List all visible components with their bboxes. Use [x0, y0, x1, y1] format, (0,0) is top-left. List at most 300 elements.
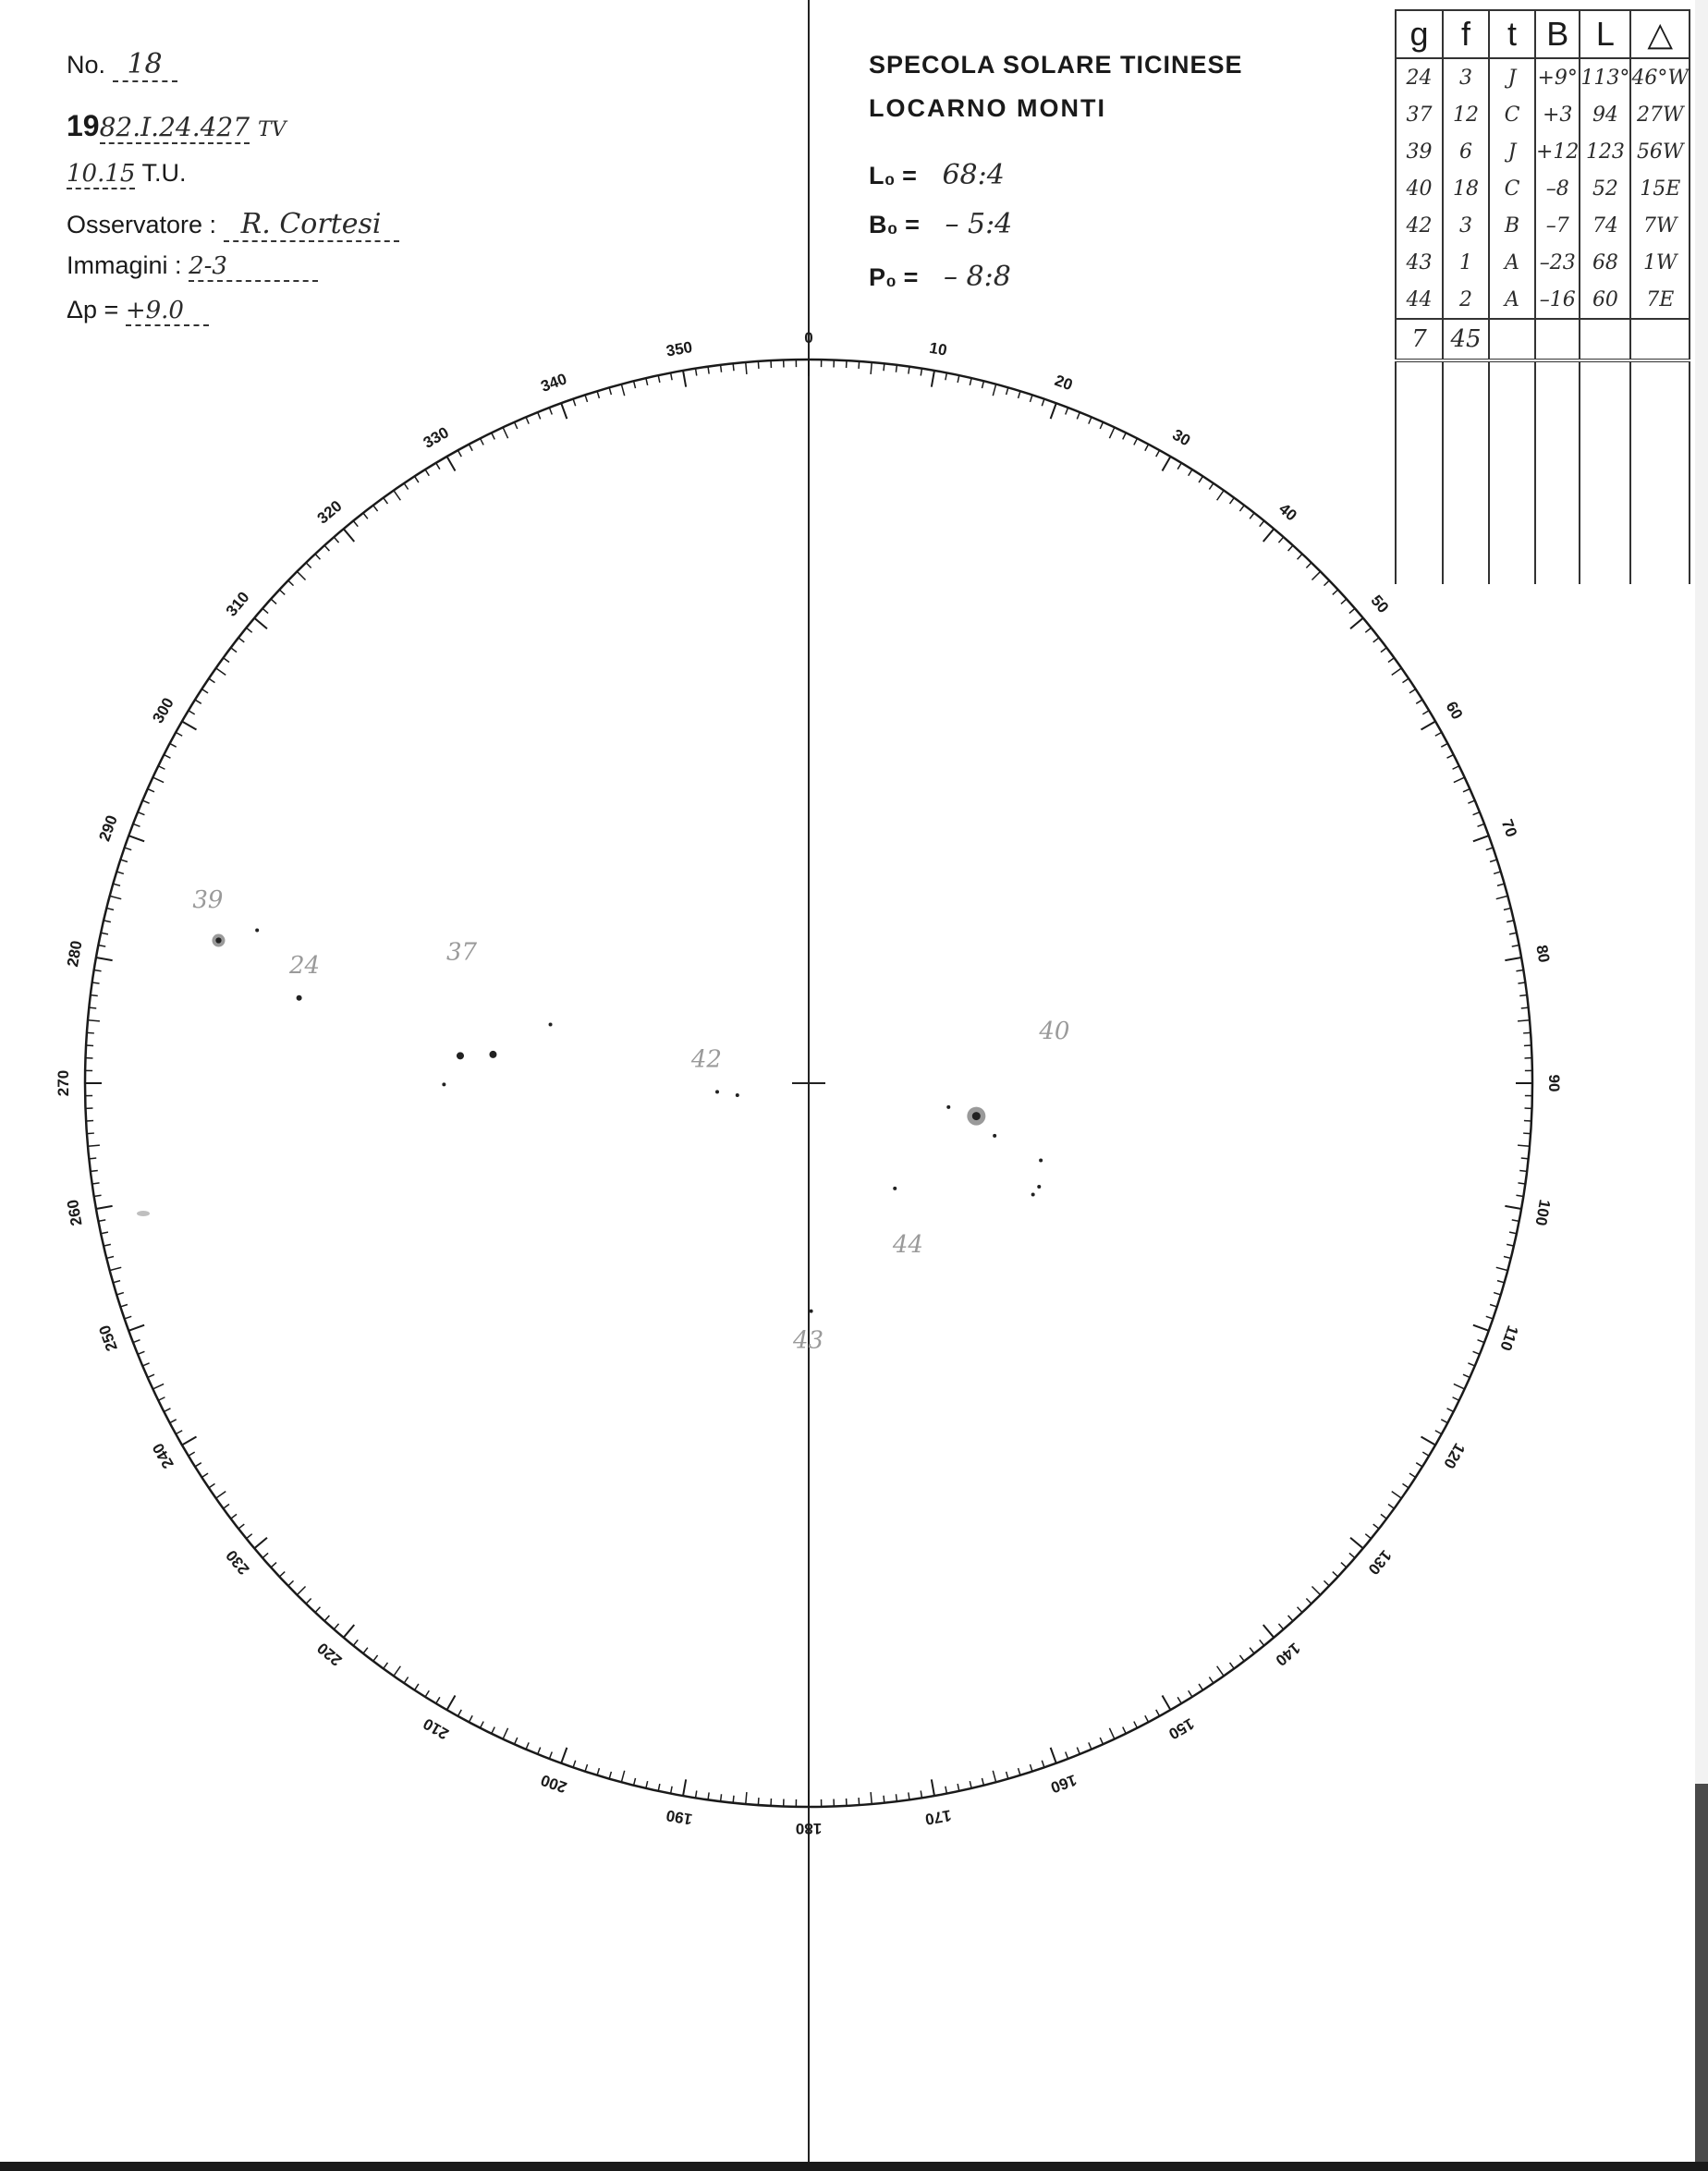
degree-tick: [1507, 921, 1514, 922]
degree-tick: [306, 563, 311, 568]
degree-label: 320: [313, 496, 346, 528]
degree-tick: [1030, 1764, 1031, 1772]
degree-tick: [658, 1784, 660, 1791]
degree-label: 110: [1496, 1323, 1522, 1353]
degree-tick: [1306, 563, 1312, 568]
header-g: g: [1396, 10, 1443, 58]
sunspot: [489, 1051, 496, 1058]
degree-tick: [1373, 1524, 1379, 1529]
degree-label: 350: [665, 337, 694, 360]
degree-tick: [1373, 638, 1379, 642]
date-note: TV: [257, 118, 287, 141]
group-label: 42: [690, 1045, 722, 1074]
degree-tick: [503, 1728, 507, 1739]
delta-p-label: Δp =: [67, 296, 119, 323]
table-cell: 56W: [1630, 133, 1690, 170]
degree-tick: [1263, 529, 1275, 542]
degree-tick: [195, 700, 201, 703]
degree-tick: [1349, 1553, 1355, 1557]
degree-tick: [133, 823, 140, 826]
degree-tick: [671, 372, 673, 380]
total-cell: 7: [1396, 319, 1443, 360]
degree-tick: [1324, 580, 1329, 586]
degree-tick: [549, 408, 552, 414]
time-label: T.U.: [141, 159, 187, 187]
table-cell: 12: [1443, 96, 1489, 133]
table-cell: 44: [1396, 281, 1443, 319]
degree-tick: [1350, 618, 1363, 629]
degree-label: 260: [63, 1198, 86, 1227]
degree-label: 90: [1545, 1074, 1563, 1092]
number-label: No.: [67, 51, 106, 79]
degree-tick: [1381, 1514, 1386, 1518]
degree-tick: [288, 580, 294, 586]
degree-tick: [1509, 933, 1517, 934]
degree-tick: [561, 1748, 567, 1763]
degree-tick: [262, 1553, 268, 1557]
p0-value: – 8:8: [943, 261, 1011, 293]
degree-tick: [538, 1748, 541, 1754]
degree-tick: [148, 1374, 154, 1377]
degree-tick: [1421, 722, 1436, 730]
p0-label: P₀ =: [869, 263, 919, 291]
degree-tick: [104, 921, 111, 922]
degree-tick: [1518, 1145, 1530, 1146]
degree-tick: [88, 1145, 100, 1146]
degree-tick: [1454, 1384, 1465, 1388]
table-cell: 43: [1396, 244, 1443, 281]
scan-edge-right-dark: [1695, 1784, 1708, 2171]
table-cell: A: [1489, 281, 1535, 319]
degree-tick: [1109, 1728, 1114, 1739]
degree-tick: [1473, 1325, 1489, 1331]
degree-tick: [932, 371, 934, 387]
degree-tick: [324, 1616, 329, 1621]
degree-tick: [1051, 1748, 1056, 1763]
degree-tick: [101, 933, 108, 934]
degree-label: 40: [1275, 499, 1300, 525]
degree-tick: [1239, 506, 1244, 511]
table-cell: 40: [1396, 170, 1443, 207]
degree-tick: [1473, 1351, 1480, 1354]
degree-tick: [1019, 391, 1020, 398]
degree-tick: [1504, 909, 1511, 910]
b0-value: – 5:4: [945, 208, 1013, 240]
degree-tick: [1260, 520, 1264, 526]
degree-tick: [98, 945, 105, 947]
degree-tick: [946, 1787, 947, 1794]
degree-tick: [152, 777, 164, 782]
degree-tick: [87, 1133, 94, 1134]
degree-tick: [993, 384, 995, 396]
degree-tick: [1250, 513, 1254, 518]
degree-tick: [334, 537, 338, 543]
table-cell: A: [1489, 244, 1535, 281]
degree-tick: [1505, 1206, 1521, 1209]
sunspot: [736, 1093, 739, 1097]
degree-label: 310: [222, 588, 253, 620]
degree-tick: [1523, 1133, 1531, 1134]
degree-tick: [1263, 1625, 1275, 1638]
degree-tick: [101, 1232, 108, 1234]
degree-tick: [148, 789, 154, 792]
degree-tick: [189, 1452, 195, 1456]
degree-tick: [216, 668, 226, 675]
degree-tick: [1490, 860, 1497, 861]
degree-tick: [128, 835, 144, 841]
sunspot: [215, 937, 221, 943]
degree-label: 180: [795, 1820, 823, 1837]
degree-tick: [1298, 1607, 1302, 1613]
degree-tick: [671, 1787, 673, 1794]
degree-label: 20: [1052, 371, 1075, 395]
degree-tick: [503, 427, 507, 438]
degree-tick: [116, 872, 124, 873]
degree-tick: [1349, 608, 1355, 613]
degree-tick: [315, 1607, 320, 1613]
degree-tick: [1507, 1244, 1514, 1246]
degree-label: 190: [665, 1806, 694, 1829]
degree-tick: [746, 1792, 747, 1804]
table-cell: 3: [1443, 207, 1489, 244]
degree-tick: [634, 1778, 636, 1786]
degree-tick: [683, 1779, 686, 1796]
degree-tick: [1341, 1563, 1347, 1567]
degree-tick: [384, 498, 388, 504]
table-cell: 27W: [1630, 96, 1690, 133]
table-cell: 60: [1580, 281, 1630, 319]
degree-tick: [708, 1792, 709, 1799]
degree-tick: [1516, 970, 1523, 971]
sunspot: [946, 1105, 950, 1109]
degree-tick: [120, 860, 128, 861]
header-b: B: [1535, 10, 1580, 58]
degree-tick: [142, 800, 149, 803]
degree-label: 100: [1531, 1198, 1555, 1227]
sunspot: [297, 995, 302, 1001]
degree-tick: [94, 1195, 102, 1196]
table-cell: 113°: [1580, 58, 1630, 96]
degree-tick: [120, 1304, 128, 1306]
degree-tick: [334, 1624, 338, 1629]
degree-tick: [1416, 1463, 1422, 1467]
table-cell: +3: [1535, 96, 1580, 133]
degree-tick: [896, 365, 897, 372]
l0-value: 68:4: [942, 159, 1005, 191]
degree-tick: [113, 884, 120, 885]
degree-tick: [262, 608, 268, 613]
degree-tick: [201, 689, 208, 693]
degree-tick: [1421, 1437, 1436, 1445]
degree-tick: [1519, 995, 1527, 996]
degree-tick: [1478, 1340, 1484, 1343]
degree-tick: [1463, 789, 1470, 792]
table-cell: 94: [1580, 96, 1630, 133]
degree-tick: [176, 732, 182, 736]
header-t: t: [1489, 10, 1535, 58]
degree-tick: [1422, 711, 1429, 714]
degree-tick: [1473, 835, 1489, 841]
degree-tick: [1298, 554, 1302, 559]
degree-tick: [1365, 1534, 1371, 1539]
degree-tick: [164, 755, 170, 759]
degree-tick: [859, 1798, 860, 1805]
sunspot: [993, 1134, 996, 1138]
degree-label: 30: [1169, 425, 1194, 450]
degree-tick: [683, 371, 686, 387]
degree-tick: [1288, 1616, 1293, 1621]
observer-value: R. Cortesi: [224, 208, 399, 242]
degree-tick: [597, 1768, 599, 1775]
table-cell: 37: [1396, 96, 1443, 133]
degree-tick: [1189, 1690, 1192, 1697]
degree-tick: [128, 1325, 144, 1331]
degree-tick: [297, 571, 305, 579]
degree-tick: [1416, 700, 1422, 703]
degree-tick: [89, 1158, 96, 1159]
degree-tick: [404, 1677, 408, 1684]
degree-tick: [1435, 1431, 1442, 1434]
degree-tick: [238, 1524, 244, 1529]
degree-tick: [1521, 1158, 1529, 1159]
degree-tick: [88, 1020, 100, 1021]
degree-tick: [1134, 438, 1138, 445]
degree-tick: [363, 513, 368, 518]
degree-tick: [1504, 1256, 1511, 1258]
table-cell: 42: [1396, 207, 1443, 244]
degree-tick: [458, 450, 461, 457]
group-label: 37: [445, 938, 478, 967]
degree-tick: [1494, 872, 1501, 873]
degree-tick: [1109, 427, 1114, 438]
degree-tick: [1392, 668, 1402, 675]
degree-label: 240: [149, 1440, 177, 1472]
table-cell: 24: [1396, 58, 1443, 96]
degree-tick: [481, 438, 484, 445]
degree-tick: [1278, 1624, 1283, 1629]
degree-tick: [447, 457, 456, 471]
degree-tick: [87, 1032, 94, 1033]
degree-label: 200: [538, 1771, 569, 1797]
degree-tick: [1409, 1473, 1416, 1477]
degree-tick: [993, 1771, 995, 1783]
degree-tick: [1217, 491, 1224, 501]
table-cell: 39: [1396, 133, 1443, 170]
table-cell: 7W: [1630, 207, 1690, 244]
degree-tick: [1145, 445, 1149, 451]
degree-tick: [646, 1781, 648, 1788]
degree-tick: [1381, 648, 1386, 653]
degree-tick: [1163, 457, 1171, 471]
degree-tick: [1516, 1195, 1523, 1196]
degree-tick: [1435, 732, 1442, 736]
degree-tick: [1447, 1409, 1454, 1412]
sunspot: [255, 928, 259, 932]
table-cell: C: [1489, 170, 1535, 207]
degree-tick: [573, 1761, 576, 1768]
degree-tick: [1051, 403, 1056, 419]
degree-tick: [733, 1796, 734, 1803]
degree-tick: [176, 1431, 182, 1434]
degree-tick: [1278, 537, 1283, 543]
degree-tick: [1409, 689, 1416, 693]
header-l: L: [1580, 10, 1630, 58]
degree-label: 290: [95, 812, 121, 844]
degree-tick: [492, 433, 495, 439]
degree-tick: [1505, 957, 1521, 960]
degree-tick: [1077, 1748, 1080, 1754]
degree-tick: [958, 375, 959, 383]
degree-tick: [721, 365, 722, 372]
degree-tick: [1350, 1538, 1363, 1549]
degree-tick: [609, 387, 611, 395]
degree-tick: [164, 1409, 170, 1412]
degree-tick: [158, 1397, 165, 1401]
degree-tick: [216, 1492, 226, 1498]
degree-tick: [1403, 1483, 1409, 1487]
degree-tick: [1403, 678, 1409, 682]
degree-tick: [436, 463, 440, 470]
degree-tick: [1365, 628, 1371, 632]
degree-tick: [1156, 1710, 1160, 1716]
total-cell: 45: [1443, 319, 1489, 360]
degree-tick: [696, 1790, 697, 1798]
degree-tick: [1333, 1572, 1338, 1577]
degree-label: 170: [923, 1806, 953, 1829]
degree-tick: [315, 554, 320, 559]
degree-tick: [746, 362, 747, 374]
degree-tick: [538, 412, 541, 419]
degree-tick: [182, 722, 197, 730]
degree-tick: [1100, 1738, 1103, 1744]
degree-tick: [1473, 812, 1480, 815]
degree-tick: [1468, 1363, 1474, 1366]
degree-tick: [469, 1715, 472, 1722]
degree-tick: [1388, 658, 1394, 663]
degree-tick: [1230, 498, 1235, 504]
images-label: Immagini :: [67, 251, 182, 279]
degree-tick: [231, 648, 237, 653]
degree-tick: [1230, 1663, 1235, 1668]
degree-label: 50: [1367, 592, 1393, 616]
table-cell: +12: [1535, 133, 1580, 170]
degree-tick: [1006, 1772, 1008, 1779]
degree-tick: [1478, 823, 1484, 826]
degree-tick: [254, 1538, 267, 1549]
degree-tick: [142, 1363, 149, 1366]
degree-tick: [1521, 1007, 1529, 1008]
table-cell: 7E: [1630, 281, 1690, 319]
number-value: 18: [113, 48, 177, 82]
degree-tick: [363, 1648, 368, 1653]
degree-tick: [1486, 848, 1494, 850]
degree-tick: [1177, 463, 1181, 470]
table-cell: 1W: [1630, 244, 1690, 281]
degree-tick: [958, 1784, 959, 1791]
degree-tick: [133, 1340, 140, 1343]
degree-tick: [1512, 1220, 1519, 1222]
degree-label: 230: [222, 1546, 253, 1579]
degree-tick: [195, 1463, 201, 1467]
degree-tick: [271, 599, 276, 604]
degree-tick: [96, 1206, 113, 1209]
degree-tick: [1209, 483, 1213, 490]
table-cell: 2: [1443, 281, 1489, 319]
disk-center-cross: [792, 1067, 825, 1100]
degree-tick: [1519, 1170, 1527, 1171]
sunspot: [810, 1310, 813, 1313]
degree-tick: [1145, 1715, 1149, 1722]
degree-tick: [182, 1437, 197, 1445]
degree-tick: [231, 1514, 237, 1518]
degree-tick: [279, 590, 285, 594]
degree-tick: [585, 395, 587, 402]
degree-tick: [1490, 1304, 1497, 1306]
degree-tick: [634, 381, 636, 388]
degree-tick: [896, 1794, 897, 1801]
degree-label: 130: [1364, 1546, 1396, 1579]
degree-label: 160: [1048, 1771, 1080, 1797]
table-cell: –23: [1535, 244, 1580, 281]
degree-tick: [982, 1778, 983, 1786]
degree-tick: [1209, 1677, 1213, 1684]
degree-tick: [201, 1473, 208, 1477]
sunspot: [972, 1112, 981, 1120]
group-label: 24: [288, 952, 321, 981]
degree-tick: [1042, 1761, 1044, 1768]
degree-tick: [549, 1752, 552, 1759]
degree-label: 140: [1272, 1639, 1304, 1670]
degree-tick: [113, 1281, 120, 1283]
b0-label: B₀ =: [869, 211, 920, 238]
degree-tick: [515, 1738, 518, 1744]
degree-label: 80: [1532, 943, 1554, 964]
degree-tick: [384, 1663, 388, 1668]
degree-tick: [1199, 476, 1202, 482]
degree-tick: [1006, 387, 1008, 395]
degree-tick: [324, 545, 329, 551]
degree-tick: [1441, 1420, 1447, 1423]
table-cell: +9°: [1535, 58, 1580, 96]
degree-tick: [1030, 395, 1031, 402]
degree-tick: [91, 995, 98, 996]
degree-tick: [170, 1420, 177, 1423]
degree-tick: [1306, 1598, 1312, 1604]
degree-tick: [1177, 1697, 1181, 1703]
degree-tick: [106, 909, 114, 910]
degree-tick: [94, 970, 102, 971]
degree-tick: [469, 445, 472, 451]
date-prefix: 19: [67, 109, 100, 142]
sunspot: [715, 1090, 719, 1093]
degree-tick: [573, 399, 576, 407]
group-label: 44: [892, 1231, 923, 1260]
degree-tick: [492, 1727, 495, 1734]
degree-tick: [609, 1772, 611, 1779]
degree-label: 330: [420, 423, 452, 452]
table-cell: 123: [1580, 133, 1630, 170]
degree-tick: [1422, 1452, 1429, 1456]
degree-tick: [152, 1384, 164, 1388]
degree-tick: [1077, 412, 1080, 419]
degree-tick: [1518, 982, 1525, 983]
degree-label: 120: [1440, 1440, 1469, 1472]
degree-tick: [89, 1007, 96, 1008]
degree-tick: [1288, 545, 1293, 551]
degree-tick: [158, 766, 165, 770]
degree-tick: [946, 372, 947, 380]
images-value: 2-3: [189, 252, 318, 282]
